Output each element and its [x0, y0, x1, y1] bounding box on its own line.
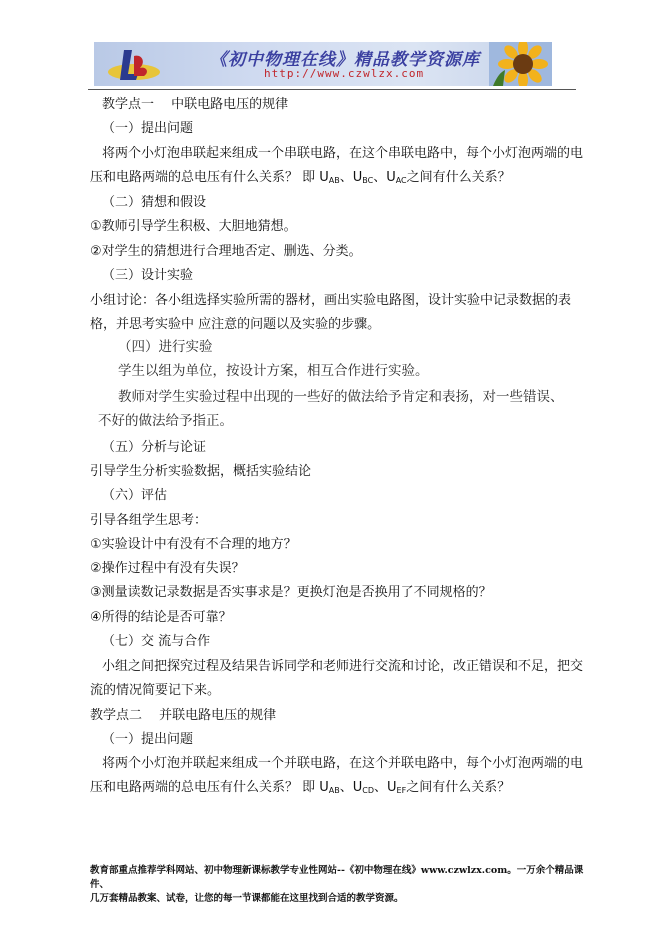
banner-url[interactable]: http://www.czwlzx.com [264, 67, 425, 80]
s6-item2: ②操作过程中有没有失误？ [90, 561, 245, 576]
s6-title: （六）评估 [102, 488, 168, 503]
sub-ef: EF [396, 786, 407, 795]
s4-line3: 不好的做法给予指正。 [98, 413, 233, 429]
s2-title: （二）猜想和假设 [102, 195, 207, 210]
s2-1-line2 [90, 780, 510, 799]
s6-item3: ③测量读数记录数据是否实事求是？更换灯泡是否换用了不同规格的？ [90, 585, 492, 600]
s4-line1: 学生以组为单位，按设计方案，相互合作进行实验。 [118, 363, 429, 379]
s2-1-line2-a: 压和电路两端的总电压有什么关系？ 即 U [90, 780, 329, 795]
footer-line1: 教育部重点推荐学科网站、初中物理新课标教学专业性网站--《初中物理在线》www.czwlzx.com。一万余个精品课件、 [90, 865, 584, 890]
s2-1-line1: 将两个小灯泡并联起来组成一个并联电路，在这个并联电路中，每个小灯泡两端的电 [102, 756, 584, 771]
sunflower-icon [489, 42, 552, 86]
s6-item1: ①实验设计中有没有不合理的地方？ [90, 537, 297, 552]
s1-line2 [90, 170, 511, 189]
s6-item4: ④所得的结论是否可靠？ [90, 610, 232, 625]
logo-icon [94, 42, 166, 86]
s1-title: （一）提出问题 [102, 121, 194, 136]
sub-bc: BC [362, 176, 374, 185]
section2-heading: 教学点二 并联电路电压的规律 [90, 708, 277, 723]
s3-line1: 小组讨论：各小组选择实验所需的器材，画出实验电路图，设计实验中记录数据的表 [90, 293, 572, 308]
s2-item1: ①教师引导学生积极、大胆地猜想。 [90, 219, 297, 234]
sub-ab-2: AB [328, 786, 340, 795]
banner-title: 《初中物理在线》精品教学资源库 [210, 50, 480, 70]
sep2: 、U [373, 170, 396, 185]
s5-title: （五）分析与论证 [102, 440, 207, 455]
sub-cd: CD [362, 786, 375, 795]
s2-item2: ②对学生的猜想进行合理地否定、删选、分类。 [90, 244, 362, 259]
s3-line2: 格，并思考实验中 应注意的问题以及实验的步骤。 [90, 317, 381, 332]
section1-heading: 教学点一 中联电路电压的规律 [102, 97, 289, 112]
s4-title: （四）进行实验 [118, 339, 213, 355]
s7-line1: 小组之间把探究过程及结果告诉同学和老师进行交流和讨论，改正错误和不足，把交 [102, 659, 584, 674]
footer-line2: 几万套精品教案、试卷，让您的每一节课都能在这里找到合适的教学资源。 [90, 893, 404, 904]
s1-line1: 将两个小灯泡串联起来组成一个串联电路，在这个串联电路中，每个小灯泡两端的电 [102, 146, 584, 161]
s2-1-title: （一）提出问题 [102, 732, 194, 747]
s1-line2-a: 压和电路两端的总电压有什么关系？ 即 U [90, 170, 329, 185]
sub-ac: AC [395, 176, 407, 185]
s6-line1: 引导各组学生思考： [90, 513, 208, 528]
scanned-text-image [92, 333, 572, 433]
sep2-2: 、U [374, 780, 397, 795]
sub-ab: AB [328, 176, 340, 185]
s4-line2: 教师对学生实验过程中出现的一些好的做法给予肯定和表扬，对一些错误、 [118, 389, 564, 405]
sep1-2: 、U [339, 780, 363, 795]
s3-title: （三）设计实验 [102, 268, 194, 283]
header-banner [94, 42, 552, 86]
s7-line2: 流的情况简要记下来。 [90, 683, 221, 698]
footer [90, 864, 590, 906]
s1-line2-b: 之间有什么关系？ [406, 170, 511, 185]
sep1: 、U [339, 170, 363, 185]
s7-title: （七）交 流与合作 [102, 634, 211, 649]
s2-1-line2-b: 之间有什么关系？ [406, 780, 511, 795]
s5-line1: 引导学生分析实验数据，概括实验结论 [90, 464, 312, 479]
header-rule [88, 89, 576, 90]
